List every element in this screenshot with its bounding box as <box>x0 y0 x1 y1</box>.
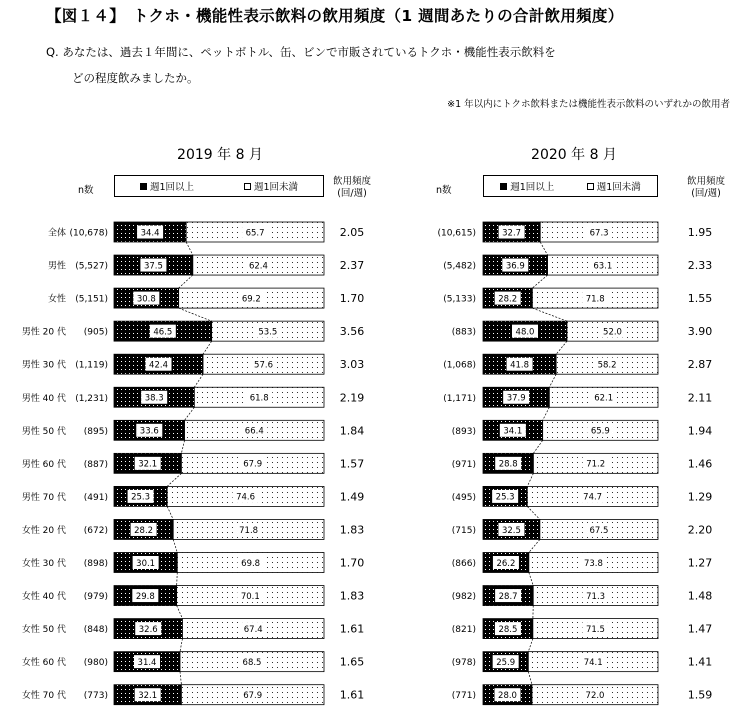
category-label: 男性 70 代 <box>21 492 66 503</box>
data-label-weekly-less: 63.1 <box>593 261 613 272</box>
frequency-value: 2.05 <box>339 226 365 239</box>
category-label: 女性 30 代 <box>21 559 66 569</box>
connector-line <box>532 275 547 288</box>
data-label-weekly-less: 70.1 <box>240 591 260 602</box>
frequency-value: 1.41 <box>687 655 713 669</box>
frequency-value: 1.47 <box>687 622 713 636</box>
data-label-weekly-1plus: 34.1 <box>503 426 523 437</box>
n-count-label: (5,527) <box>75 261 108 272</box>
data-label-weekly-less: 53.5 <box>258 327 278 338</box>
frequency-value: 1.95 <box>687 226 713 239</box>
data-label-weekly-less: 71.2 <box>586 459 606 470</box>
connector-line <box>186 242 193 255</box>
connector-line <box>181 440 184 453</box>
n-count-label: (1,171) <box>443 393 476 404</box>
data-label-weekly-less: 69.2 <box>241 294 261 305</box>
connector-line <box>179 275 193 288</box>
data-label-weekly-1plus: 25.9 <box>496 657 516 668</box>
data-label-weekly-1plus: 48.0 <box>515 327 535 338</box>
connector-line <box>527 506 540 519</box>
n-count-label: (10,678) <box>69 228 108 239</box>
connector-line <box>185 407 195 420</box>
n-count-label: (495) <box>451 492 476 503</box>
n-count-label: (898) <box>83 559 108 569</box>
frequency-value: 1.94 <box>687 424 713 438</box>
n-count-label: (866) <box>451 559 476 569</box>
data-label-weekly-less: 62.1 <box>594 393 614 404</box>
frequency-value: 1.29 <box>687 490 713 504</box>
n-count-label: (848) <box>83 625 108 636</box>
category-label: 女性 40 代 <box>21 592 66 603</box>
frequency-value: 1.83 <box>339 589 365 603</box>
category-label: 全体 <box>47 228 66 239</box>
data-label-weekly-1plus: 28.7 <box>498 591 518 602</box>
frequency-value: 2.11 <box>687 391 713 405</box>
connector-line <box>194 374 203 387</box>
data-label-weekly-1plus: 32.6 <box>138 624 158 635</box>
data-label-weekly-1plus: 41.8 <box>510 360 530 371</box>
respondent-note: ※1 年以内にトクホ飲料または機能性表示飲料のいずれかの飲用者 <box>447 99 730 110</box>
connector-line <box>527 473 533 486</box>
connector-line <box>549 374 556 387</box>
data-label-weekly-less: 67.4 <box>243 624 263 635</box>
connector-line <box>529 573 533 586</box>
data-label-weekly-less: 52.0 <box>603 327 622 338</box>
data-label-weekly-1plus: 28.2 <box>498 294 518 305</box>
question-text-line2: どの程度飲みましたか。 <box>72 71 199 85</box>
data-label-weekly-1plus: 30.8 <box>136 294 156 305</box>
frequency-value: 1.84 <box>339 424 365 438</box>
frequency-value: 2.19 <box>339 391 365 405</box>
n-count-label: (5,133) <box>443 294 476 305</box>
frequency-value: 1.61 <box>339 622 365 636</box>
legend-label: 週1回以上 <box>510 182 555 193</box>
n-count-label: (821) <box>451 625 476 636</box>
data-label-weekly-1plus: 31.4 <box>137 657 157 668</box>
connector-line <box>180 672 181 685</box>
connector-line <box>533 440 542 453</box>
freq-header-line2: (回/週) <box>337 188 367 199</box>
frequency-value: 2.20 <box>687 523 713 537</box>
question-text-line1: Q. あなたは、過去１年間に、ペットボトル、缶、ビンで市販されているトクホ・機能性表示飲料を <box>46 45 556 59</box>
data-label-weekly-1plus: 25.3 <box>495 492 515 503</box>
n-count-label: (883) <box>451 327 476 338</box>
frequency-value: 2.87 <box>687 358 713 372</box>
data-label-weekly-1plus: 30.1 <box>136 558 156 569</box>
data-label-weekly-less: 61.8 <box>249 393 269 404</box>
data-label-weekly-less: 58.2 <box>597 360 617 371</box>
n-count-label: (491) <box>83 492 108 503</box>
n-count-label: (979) <box>83 592 108 603</box>
category-label: 男性 40 代 <box>21 393 66 404</box>
data-label-weekly-1plus: 37.5 <box>143 261 163 272</box>
n-count-label: (771) <box>451 691 476 702</box>
connector-line <box>540 242 547 255</box>
data-label-weekly-1plus: 32.7 <box>502 228 522 239</box>
connector-line <box>528 639 533 652</box>
connector-line <box>177 606 183 619</box>
data-label-weekly-less: 71.8 <box>585 294 605 305</box>
data-label-weekly-1plus: 32.1 <box>138 459 158 470</box>
data-label-weekly-1plus: 46.5 <box>153 327 173 338</box>
data-label-weekly-less: 62.4 <box>248 261 268 272</box>
frequency-value: 1.55 <box>687 292 713 306</box>
frequency-value: 1.59 <box>687 688 713 702</box>
legend-label: 週1回未満 <box>596 182 641 193</box>
data-label-weekly-less: 71.3 <box>586 591 606 602</box>
frequency-value: 2.37 <box>339 259 365 273</box>
n-count-label: (980) <box>83 658 108 669</box>
frequency-value: 1.27 <box>687 556 713 570</box>
n-column-header-2020: n数 <box>436 185 452 196</box>
data-label-weekly-less: 66.4 <box>244 426 264 437</box>
panel-title-2019: 2019 年 8 月 <box>177 147 263 163</box>
n-count-label: (893) <box>451 426 476 437</box>
category-label: 男性 <box>47 261 66 272</box>
frequency-value: 1.57 <box>339 457 365 471</box>
data-label-weekly-1plus: 37.9 <box>506 393 526 404</box>
data-label-weekly-less: 67.3 <box>589 228 609 239</box>
n-count-label: (1,068) <box>443 360 476 371</box>
data-label-weekly-1plus: 34.4 <box>140 228 160 239</box>
connector-line <box>167 506 173 519</box>
n-column-header-2019: n数 <box>78 185 94 196</box>
n-count-label: (672) <box>83 525 108 536</box>
category-label: 女性 <box>47 294 66 305</box>
n-count-label: (887) <box>83 459 108 470</box>
connector-line <box>177 573 178 586</box>
data-label-weekly-1plus: 42.4 <box>149 360 168 371</box>
frequency-value: 3.90 <box>687 325 713 339</box>
connector-line <box>556 341 567 354</box>
legend-label: 週1回以上 <box>149 182 195 193</box>
connector-line <box>532 308 567 321</box>
data-label-weekly-less: 71.5 <box>585 624 605 635</box>
data-label-weekly-1plus: 29.8 <box>135 591 155 602</box>
data-label-weekly-less: 65.9 <box>590 426 610 437</box>
frequency-value: 1.70 <box>339 556 365 570</box>
data-label-weekly-1plus: 33.6 <box>139 426 159 437</box>
data-label-weekly-1plus: 36.9 <box>505 261 525 272</box>
connector-line <box>173 539 177 552</box>
frequency-value: 2.33 <box>687 259 713 273</box>
n-count-label: (978) <box>451 658 476 669</box>
category-label: 女性 60 代 <box>21 658 66 669</box>
frequency-value: 1.83 <box>339 523 365 537</box>
category-label: 男性 20 代 <box>21 327 66 338</box>
connector-line <box>203 341 212 354</box>
frequency-value: 1.49 <box>339 490 365 504</box>
panel-title-2020: 2020 年 8 月 <box>531 147 617 163</box>
n-count-label: (10,615) <box>437 228 476 239</box>
n-count-label: (773) <box>83 691 108 702</box>
frequency-value: 3.56 <box>339 325 365 339</box>
data-label-weekly-less: 57.6 <box>254 360 273 371</box>
n-count-label: (895) <box>83 426 108 437</box>
legend-label: 週1回未満 <box>253 182 299 193</box>
n-count-label: (905) <box>83 327 108 338</box>
data-label-weekly-less: 74.1 <box>583 657 603 668</box>
n-count-label: (982) <box>451 592 476 603</box>
n-count-label: (1,119) <box>75 360 108 371</box>
connector-line <box>529 539 540 552</box>
data-label-weekly-less: 71.8 <box>239 525 259 536</box>
data-label-weekly-1plus: 25.3 <box>131 492 151 503</box>
connector-line <box>179 308 212 321</box>
data-label-weekly-1plus: 28.8 <box>498 459 518 470</box>
n-count-label: (1,231) <box>75 393 108 404</box>
frequency-value: 1.61 <box>339 688 365 702</box>
data-label-weekly-1plus: 32.5 <box>501 525 521 536</box>
data-label-weekly-1plus: 32.1 <box>138 691 158 701</box>
freq-header-line2: (回/週) <box>691 188 721 199</box>
frequency-value: 1.46 <box>687 457 713 471</box>
data-label-weekly-1plus: 26.2 <box>496 558 516 569</box>
category-label: 男性 50 代 <box>21 426 66 437</box>
category-label: 女性 70 代 <box>21 691 66 702</box>
data-label-weekly-1plus: 28.0 <box>498 691 517 701</box>
data-label-weekly-less: 69.8 <box>241 558 261 569</box>
data-label-weekly-less: 73.8 <box>583 558 603 569</box>
freq-header-line1: 飲用頻度 <box>686 176 725 187</box>
connector-line <box>543 407 550 420</box>
category-label: 男性 60 代 <box>21 459 66 470</box>
n-count-label: (5,482) <box>443 261 476 272</box>
data-label-weekly-1plus: 28.5 <box>498 624 518 635</box>
n-count-label: (5,151) <box>75 294 108 305</box>
category-label: 男性 30 代 <box>21 360 66 371</box>
data-label-weekly-1plus: 38.3 <box>144 393 164 404</box>
data-label-weekly-less: 67.5 <box>589 525 609 536</box>
data-label-weekly-less: 67.9 <box>243 691 263 701</box>
data-label-weekly-less: 72.0 <box>585 691 605 701</box>
figure-title: 【図１４】 トクホ・機能性表示飲料の飲用頻度（1 週間あたりの合計飲用頻度） <box>46 7 624 25</box>
n-count-label: (715) <box>451 525 476 536</box>
connector-line <box>167 473 181 486</box>
data-label-weekly-1plus: 28.2 <box>134 525 154 536</box>
category-label: 女性 20 代 <box>21 525 66 536</box>
frequency-value: 1.48 <box>687 589 713 603</box>
data-label-weekly-less: 68.5 <box>242 657 262 668</box>
connector-line <box>528 672 532 685</box>
frequency-value: 1.70 <box>339 292 365 306</box>
data-label-weekly-less: 74.6 <box>236 492 256 503</box>
data-label-weekly-less: 74.7 <box>583 492 603 503</box>
data-label-weekly-less: 67.9 <box>243 459 263 470</box>
frequency-value: 3.03 <box>339 358 365 372</box>
category-label: 女性 50 代 <box>21 625 66 636</box>
n-count-label: (971) <box>451 459 476 470</box>
connector-line <box>180 639 182 652</box>
frequency-value: 1.65 <box>339 655 365 669</box>
freq-header-line1: 飲用頻度 <box>332 176 371 187</box>
data-label-weekly-less: 65.7 <box>245 228 265 239</box>
